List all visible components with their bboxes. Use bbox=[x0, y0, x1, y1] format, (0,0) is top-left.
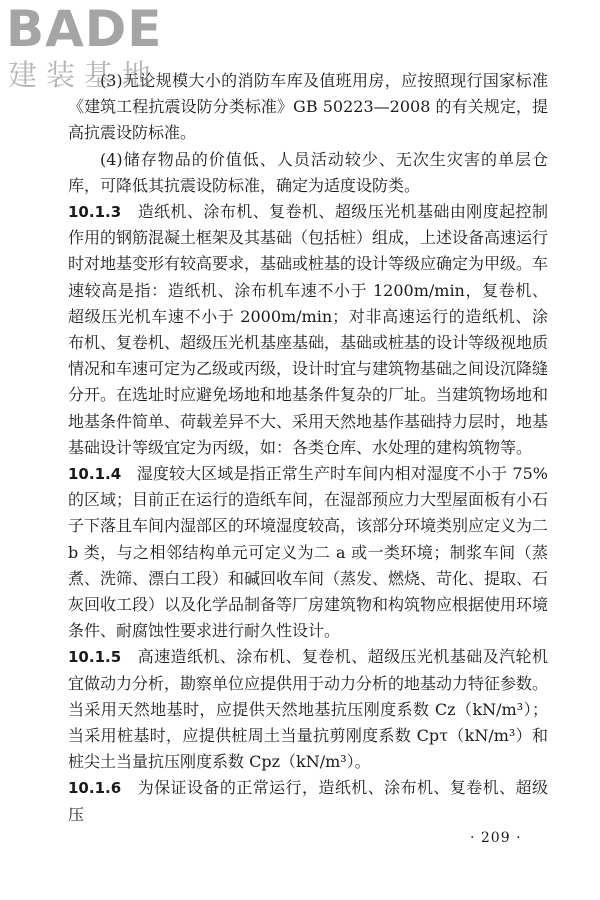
clause-10-1-5 bbox=[68, 644, 548, 775]
clause-10-1-4 bbox=[68, 461, 548, 644]
paragraph-text: (4)储存物品的价值低、人员活动较少、无次生灾害的单层仓库，可降低其抗震设防标准，确定为适度设防类。 bbox=[68, 149, 548, 195]
paragraph-text: (3)无论规模大小的消防车库及值班用房，应按照现行国家标准《建筑工程抗震设防分类标准》GB 50223—2008 的有关规定，提高抗震设防标准。 bbox=[68, 71, 548, 143]
clause-number: 10.1.3 bbox=[68, 203, 122, 222]
clause-text: 湿度较大区域是指正常生产时车间内相对湿度不小于 75% 的区域；目前正在运行的造纸车间，在湿部预应力大型屋面板有小石子下落且车间内湿部区的环境湿度较高，该部分环境类别应定义为二 b 类，与之相邻结构单元可定义为二 a 或一类环境；制浆车间（蒸煮、洗筛、漂白工段）和碱回收车间（蒸发、燃烧、苛化、提取、石灰回收工段）以及化学品制备等厂房建筑物和构筑物应根据使用环境条件、耐腐蚀性要求进行耐久性设计。 bbox=[68, 464, 549, 641]
page-body bbox=[68, 68, 548, 828]
clause-text: 造纸机、涂布机、复卷机、超级压光机基础由刚度起控制作用的钢筋混凝土框架及其基础（包括桩）组成，上述设备高速运行时对地基变形有较高要求，基础或桩基的设计等级应确定为甲级。车速较高是指：造纸机、涂布机车速不小于 1200m/min，复卷机、超级压光机车速不小于 2000m/min；对非高速运行的造纸机、涂布机、复卷机、超级压光机基座基础，基础或桩基的设计等级视地质情况和车速可定为乙级或丙级，设计时宜与建筑物基础之间设沉降缝分开。在选址时应避免场地和地基条件复杂的厂址。当建筑物场地和地基条件简单、荷载差异不大、采用天然地基作基础持力层时，地基基础设计等级宜定为丙级，如：各类仓库、水处理的建构筑物等。 bbox=[68, 202, 549, 457]
clause-10-1-6 bbox=[68, 775, 548, 827]
clause-number: 10.1.5 bbox=[68, 648, 122, 667]
clause-text: 为保证设备的正常运行，造纸机、涂布机、复卷机、超级压 bbox=[68, 778, 548, 824]
paragraph-item-4 bbox=[68, 147, 548, 199]
clause-number: 10.1.4 bbox=[68, 465, 122, 484]
clause-number: 10.1.6 bbox=[68, 779, 122, 798]
clause-10-1-3 bbox=[68, 199, 548, 461]
watermark-logo bbox=[6, 0, 186, 104]
clause-text: 高速造纸机、涂布机、复卷机、超级压光机基础及汽轮机宜做动力分析，勘察单位应提供用于动力分析的地基动力特征参数。当采用天然地基时，应提供天然地基抗压刚度系数 Cz（kN/m³）；当采用桩基时，应提供桩周土当量抗剪刚度系数 Cpτ（kN/m³）和桩尖土当量抗压刚度系数 Cpz（kN/m³）。 bbox=[68, 647, 549, 772]
watermark-subtitle: 建装基地 bbox=[8, 58, 161, 92]
page-number: · 209 · bbox=[470, 830, 522, 846]
watermark-logo-text: BADE bbox=[6, 0, 163, 58]
